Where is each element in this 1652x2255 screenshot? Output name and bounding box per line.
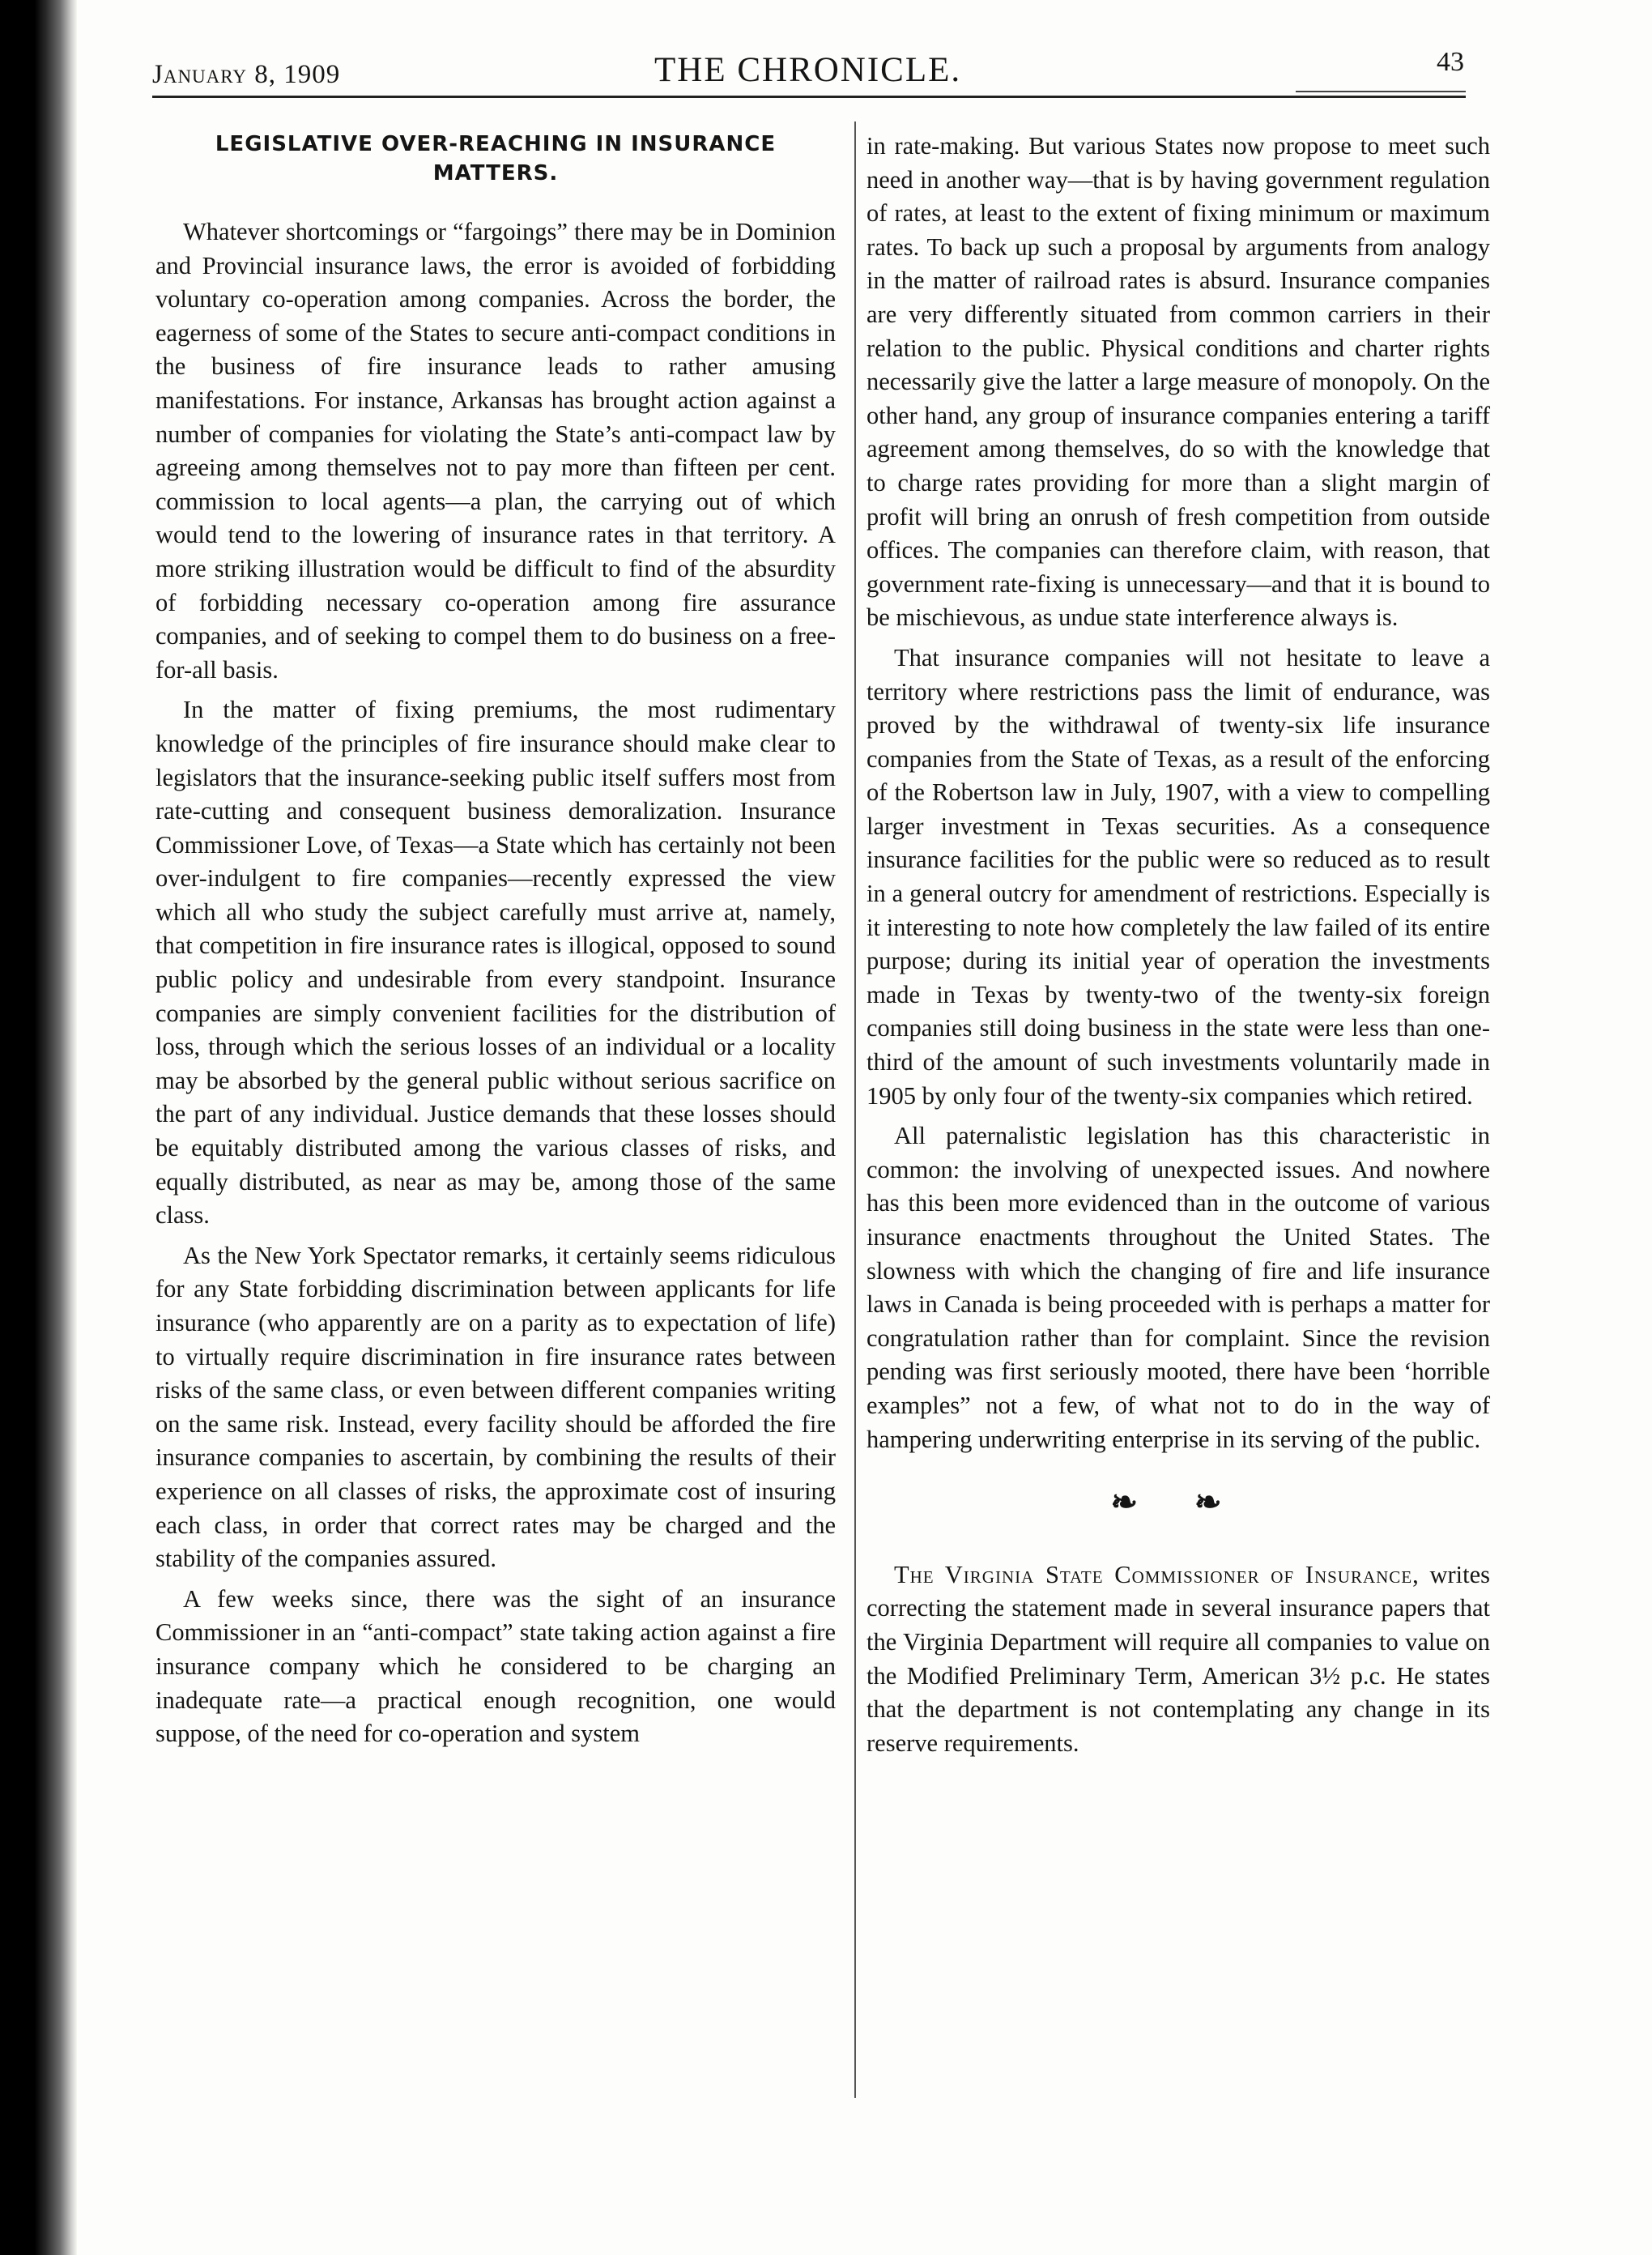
left-column (155, 130, 836, 1758)
right-column (828, 130, 1490, 1767)
header-rule (152, 96, 1466, 98)
article-title: LEGISLATIVE OVER-REACHING IN INSURANCE MATTERS. (215, 132, 777, 185)
article-paragraph: All paternalistic legislation has this characteristic in common: the involving of unexpected issues. And nowhere has this been more evidenced than in the outcome of various insurance enactments throughout the United States. The slowness with which the changing of fire and life insurance laws in Canada is being proceeded with is perhaps a matter for congratulation rather than for complaint. Since the revision pending was first seriously mooted, there have been ‘horrible examples” not a few, of what not to do in the way of hampering underwriting enterprise in its serving of the public. (866, 1122, 1490, 1453)
notice-body: writes correcting the statement made in several insurance papers that the Virginia Department will require all companies to value on the Modified Preliminary Term, American 3½ p.c. He states that the department is not contemplating any change in its reserve requirements. (866, 1560, 1491, 1757)
article-paragraph: That insurance companies will not hesitate to leave a territory where restrictions pass the limit of endurance, was proved by the withdrawal of twenty-six life insurance companies from the State of Texas, as a result of the enforcing of the Robertson law in July, 1907, with a view to compelling larger investment in Texas securities. As a consequence insurance facilities for the public were so reduced as to result in a general outcry for amendment of restrictions. Especially is it interesting to note how completely the law failed of its entire purpose; during its initial year of operation the investments made in Texas by twenty-two of the twenty-six foreign companies still doing business in the state were less than one-third of the amount of such investments voluntarily made in 1905 by only four of the twenty-six companies which retired. (866, 643, 1490, 1110)
section-ornament: ❧ ❧ (1110, 1484, 1246, 1521)
article-paragraph: As the New York Spectator remarks, it certainly seems ridiculous for any State forbidding discrimination between applicants for life insurance (who apparently are on a parity as to expectation of life) to virtually require discrimination in fire insurance rates between risks of the same class, or even between different companies writing on the same risk. Instead, every facility should be afforded the fire insurance companies to ascertain, by combining the results of their experience on all classes of risks, the approximate cost of insuring each class, in order that correct rates may be charged and the stability of the companies assured. (155, 1241, 836, 1573)
publication-title: THE CHRONICLE. (654, 51, 962, 89)
article-paragraph: Whatever shortcomings or “fargoings” there may be in Dominion and Provincial insurance laws, the error is avoided of forbidding voluntary co-operation among companies. Across the border, the eagerness of some of the States to secure anti-compact conditions in the business of fire insurance leads to rather amusing manifestations. For instance, Arkansas has brought action against a number of companies for violating the State’s anti-compact law by agreeing among themselves not to pay more than fifteen per cent. commission to local agents—a plan, the carrying out of which would tend to the lowering of insurance rates in that territory. A more striking illustration would be difficult to find of the absurdity of forbidding necessary co-operation among fire assurance companies, and of seeking to compel them to do business on a free-for-all basis. (155, 218, 836, 684)
article-paragraph-continued: in rate-making. But various States now propose to meet such need in another way—that is by having government regulation of rates, at least to the extent of fixing minimum or maximum rates. To back up such a proposal by arguments from analogy in the matter of railroad rates is absurd. Insurance companies are very differently situated from common carriers in their relation to the public. Physical conditions and charter rights necessarily give the latter a large measure of monopoly. On the other hand, any group of insurance companies entering a tariff agreement among themselves, do so with the knowledge that to charge rates providing for more than a slight margin of profit will bring an onrush of fresh competition from outside offices. The companies can therefore claim, with reason, that government rate-fixing is unnecessary—and that it is bound to be mischievous, as undue state interference always is. (866, 132, 1490, 632)
notice-lead: The Virginia State Commissioner of Insurance, (894, 1560, 1420, 1588)
page-header (152, 42, 1464, 99)
page-number: 43 (1437, 47, 1464, 77)
header-rule-secondary (1296, 91, 1466, 92)
article-paragraph: A few weeks since, there was the sight of an insurance Commissioner in an “anti-compact” state taking action against a fire insurance company which he considered to be charging an inadequate rate—a practical enough recognition, one would suppose, of the need for co-operation and system (155, 1584, 836, 1748)
article-paragraph: In the matter of fixing premiums, the most rudimentary knowledge of the principles of fire insurance should make clear to legislators that the insurance-seeking public itself suffers most from rate-cutting and consequent business demoralization. Insurance Commissioner Love, of Texas—a State which has certainly not been over-indulgent to fire companies—recently expressed the view which all who study the subject carefully must arrive at, namely, that competition in fire insurance rates is illogical, opposed to sound public policy and undesirable from every standpoint. Insurance companies are simply convenient facilities for the distribution of loss, through which the serious losses of an individual or a locality may be absorbed by the general public without serious sacrifice on the part of any individual. Justice demands that these losses should be equitably distributed among the various classes of risks, and equally distributed, as near as may be, among those of the same class. (155, 696, 836, 1230)
scan-binding-edge (0, 0, 77, 2255)
issue-date: January 8, 1909 (152, 60, 341, 89)
notice-paragraph (866, 1558, 1490, 1761)
